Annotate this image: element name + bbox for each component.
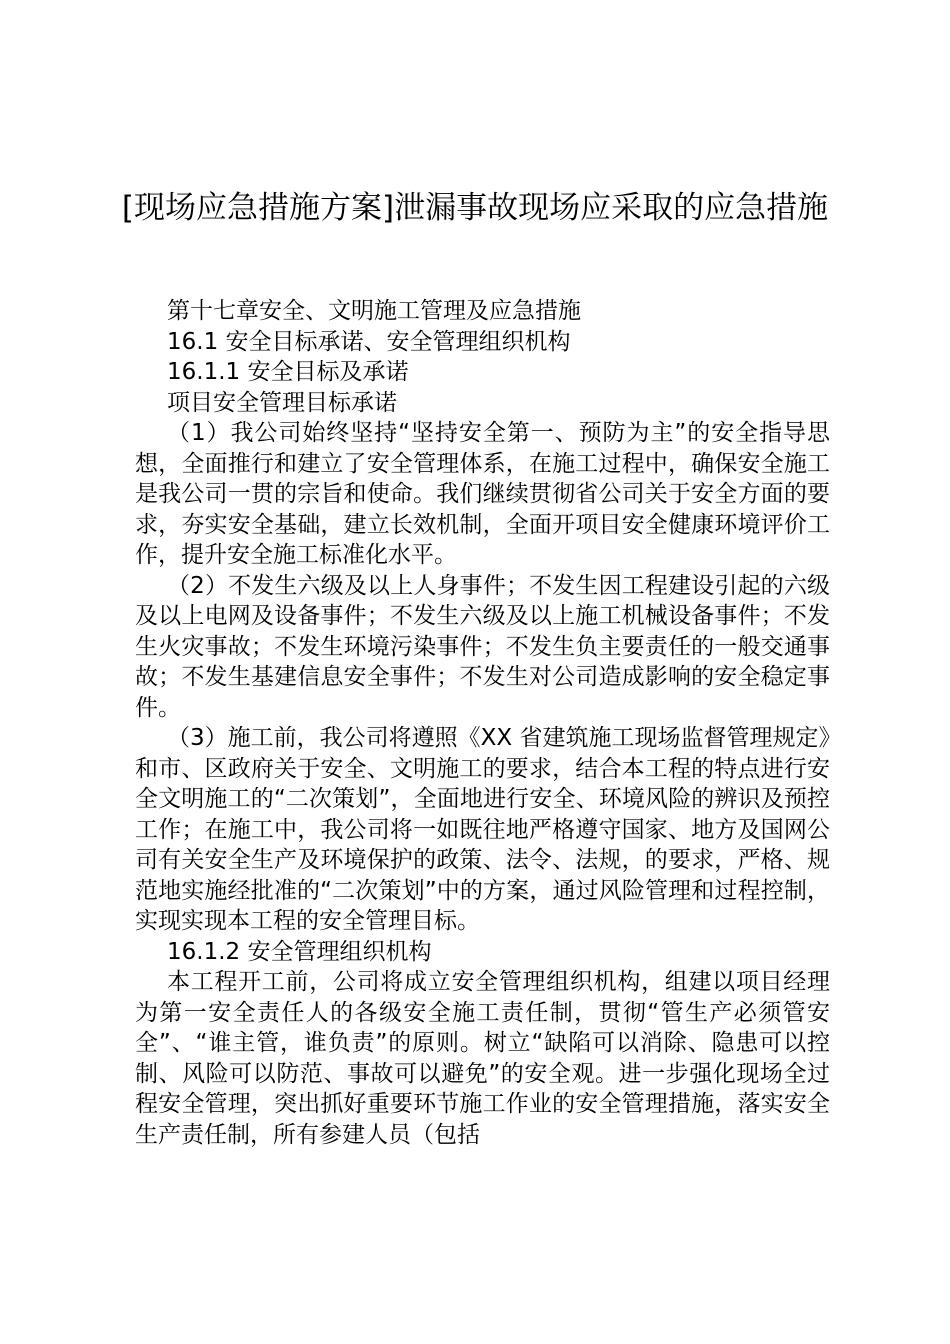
body-paragraph: （1）我公司始终坚持“坚持安全第一、预防为主”的安全指导思想，全面推行和建立了安全管理体系，在施工过程中，确保安全施工是我公司一贯的宗旨和使命。我们继续贯彻省公司关于安全方面的要求，夯实安全基础，建立长效机制，全面开项目安全健康环境评价工作，提升安全施工标准化水平。	[135, 420, 830, 568]
body-paragraph: 本工程开工前，公司将成立安全管理组织机构，组建以项目经理为第一安全责任人的各级安全施工责任制，贯彻“管生产必须管安全”、“谁主管，谁负责”的原则。树立“缺陷可以消除、隐患可以控制、风险可以防范、事故可以避免”的安全观。进一步强化现场全过程安全管理，突出抓好重要环节施工作业的安全管理措施，落实安全生产责任制，所有参建人员（包括	[135, 969, 830, 1148]
subsection-heading: 16.1.1 安全目标及承诺	[167, 359, 409, 385]
document-body	[135, 296, 830, 1150]
body-paragraph: （2）不发生六级及以上人身事件；不发生因工程建设引起的六级及以上电网及设备事件；不发生六级及以上施工机械设备事件；不发生火灾事故；不发生环境污染事件；不发生负主要责任的一般交通事故；不发生基建信息安全事件；不发生对公司造成影响的安全稳定事件。	[135, 572, 830, 721]
chapter-heading: 第十七章安全、文明施工管理及应急措施	[167, 298, 581, 324]
document-title: [现场应急措施方案]泄漏事故现场应采取的应急措施	[121, 190, 829, 226]
subsection-heading: 16.1.2 安全管理组织机构	[167, 938, 432, 965]
section-heading: 16.1 安全目标承诺、安全管理组织机构	[167, 328, 571, 355]
body-paragraph: （3）施工前，我公司将遵照《XX 省建筑施工现场监督管理规定》和市、区政府关于安全、文明施工的要求，结合本工程的特点进行安全文明施工的“二次策划”，全面地进行安全、环境风险的辨识及预控工作；在施工中，我公司将一如既往地严格遵守国家、地方及国网公司有关安全生产及环境保护的政策、法令、法规，的要求，严格、规范地实施经批准的“二次策划”中的方案，通过风险管理和过程控制，实现实现本工程的安全管理目标。	[135, 725, 830, 934]
topic-heading: 项目安全管理目标承诺	[167, 389, 397, 416]
